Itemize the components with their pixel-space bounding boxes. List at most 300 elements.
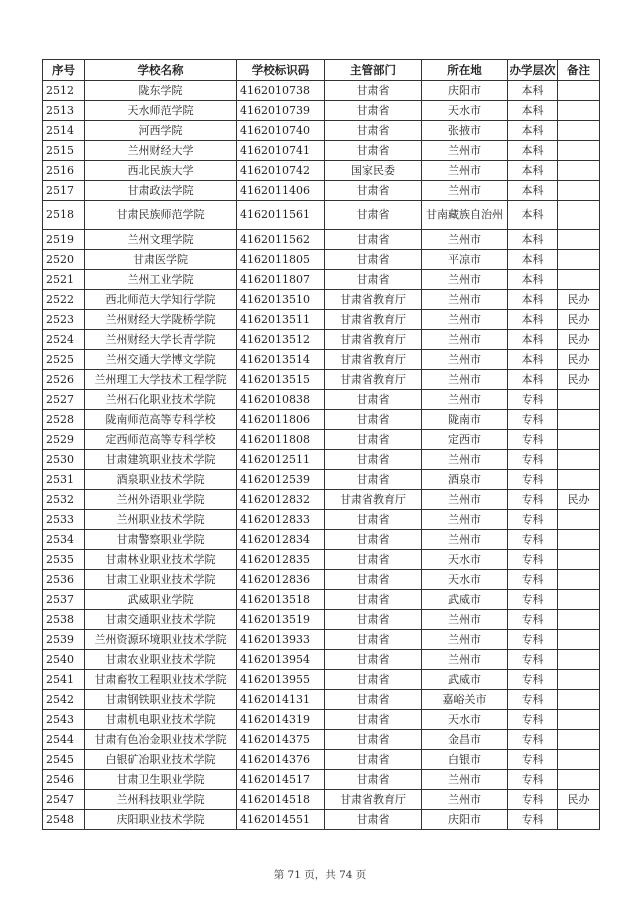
location-cell: 陇南市 bbox=[422, 410, 508, 430]
remark-cell bbox=[558, 161, 600, 181]
location-cell: 金昌市 bbox=[422, 730, 508, 750]
department-cell: 甘肃省 bbox=[325, 410, 422, 430]
row-number-cell: 2519 bbox=[43, 230, 85, 250]
location-cell: 兰州市 bbox=[422, 530, 508, 550]
school-name-cell: 甘肃工业职业技术学院 bbox=[85, 570, 237, 590]
row-number-cell: 2524 bbox=[43, 330, 85, 350]
education-level-cell: 本科 bbox=[508, 230, 558, 250]
table-row bbox=[43, 810, 600, 830]
department-cell: 甘肃省教育厅 bbox=[325, 370, 422, 390]
school-code-cell: 4162014319 bbox=[237, 710, 325, 730]
department-cell: 甘肃省 bbox=[325, 670, 422, 690]
table-row bbox=[43, 290, 600, 310]
education-level-cell: 专科 bbox=[508, 390, 558, 410]
remark-cell bbox=[558, 770, 600, 790]
education-level-cell: 本科 bbox=[508, 141, 558, 161]
education-level-cell: 专科 bbox=[508, 550, 558, 570]
row-number-cell: 2544 bbox=[43, 730, 85, 750]
table-row bbox=[43, 141, 600, 161]
remark-cell bbox=[558, 101, 600, 121]
table-row bbox=[43, 370, 600, 390]
education-level-cell: 本科 bbox=[508, 161, 558, 181]
school-code-cell: 4162013510 bbox=[237, 290, 325, 310]
education-level-cell: 专科 bbox=[508, 710, 558, 730]
department-cell: 甘肃省 bbox=[325, 181, 422, 201]
remark-cell bbox=[558, 141, 600, 161]
row-number-cell: 2536 bbox=[43, 570, 85, 590]
row-number-cell: 2538 bbox=[43, 610, 85, 630]
table-row bbox=[43, 490, 600, 510]
education-level-cell: 专科 bbox=[508, 570, 558, 590]
table-row bbox=[43, 310, 600, 330]
remark-cell bbox=[558, 410, 600, 430]
table-row bbox=[43, 790, 600, 810]
remark-cell bbox=[558, 610, 600, 630]
row-number-cell: 2521 bbox=[43, 270, 85, 290]
location-cell: 兰州市 bbox=[422, 610, 508, 630]
department-cell: 甘肃省教育厅 bbox=[325, 290, 422, 310]
remark-cell bbox=[558, 750, 600, 770]
location-cell: 兰州市 bbox=[422, 310, 508, 330]
education-level-cell: 本科 bbox=[508, 370, 558, 390]
remark-cell bbox=[558, 670, 600, 690]
department-cell: 甘肃省 bbox=[325, 530, 422, 550]
education-level-cell: 本科 bbox=[508, 270, 558, 290]
location-cell: 兰州市 bbox=[422, 630, 508, 650]
department-cell: 甘肃省 bbox=[325, 81, 422, 101]
table-row bbox=[43, 250, 600, 270]
education-level-cell: 专科 bbox=[508, 730, 558, 750]
school-name-cell: 定西师范高等专科学校 bbox=[85, 430, 237, 450]
remark-cell bbox=[558, 550, 600, 570]
education-level-cell: 专科 bbox=[508, 650, 558, 670]
school-code-cell: 4162011561 bbox=[237, 201, 325, 230]
department-cell: 甘肃省 bbox=[325, 810, 422, 830]
school-name-cell: 甘肃机电职业技术学院 bbox=[85, 710, 237, 730]
row-number-cell: 2537 bbox=[43, 590, 85, 610]
school-code-cell: 4162011406 bbox=[237, 181, 325, 201]
education-level-cell: 本科 bbox=[508, 121, 558, 141]
row-number-cell: 2528 bbox=[43, 410, 85, 430]
location-cell: 庆阳市 bbox=[422, 810, 508, 830]
department-cell: 甘肃省教育厅 bbox=[325, 790, 422, 810]
education-level-cell: 专科 bbox=[508, 410, 558, 430]
school-code-cell: 4162011807 bbox=[237, 270, 325, 290]
location-cell: 酒泉市 bbox=[422, 470, 508, 490]
remark-cell bbox=[558, 470, 600, 490]
school-code-cell: 4162012539 bbox=[237, 470, 325, 490]
remark-cell bbox=[558, 690, 600, 710]
department-cell: 甘肃省 bbox=[325, 470, 422, 490]
row-number-cell: 2539 bbox=[43, 630, 85, 650]
row-number-cell: 2545 bbox=[43, 750, 85, 770]
department-cell: 甘肃省 bbox=[325, 550, 422, 570]
column-header: 学校名称 bbox=[85, 60, 237, 81]
school-code-cell: 4162012511 bbox=[237, 450, 325, 470]
remark-cell bbox=[558, 430, 600, 450]
location-cell: 嘉峪关市 bbox=[422, 690, 508, 710]
row-number-cell: 2517 bbox=[43, 181, 85, 201]
remark-cell: 民办 bbox=[558, 490, 600, 510]
row-number-cell: 2515 bbox=[43, 141, 85, 161]
row-number-cell: 2535 bbox=[43, 550, 85, 570]
row-number-cell: 2525 bbox=[43, 350, 85, 370]
school-code-cell: 4162013514 bbox=[237, 350, 325, 370]
remark-cell: 民办 bbox=[558, 790, 600, 810]
school-code-cell: 4162010741 bbox=[237, 141, 325, 161]
remark-cell bbox=[558, 270, 600, 290]
location-cell: 甘南藏族自治州 bbox=[422, 201, 508, 230]
location-cell: 定西市 bbox=[422, 430, 508, 450]
school-name-cell: 兰州交通大学博文学院 bbox=[85, 350, 237, 370]
row-number-cell: 2532 bbox=[43, 490, 85, 510]
school-name-cell: 兰州理工大学技术工程学院 bbox=[85, 370, 237, 390]
school-name-cell: 陇东学院 bbox=[85, 81, 237, 101]
remark-cell bbox=[558, 81, 600, 101]
school-name-cell: 白银矿冶职业技术学院 bbox=[85, 750, 237, 770]
department-cell: 甘肃省 bbox=[325, 710, 422, 730]
department-cell: 国家民委 bbox=[325, 161, 422, 181]
location-cell: 天水市 bbox=[422, 550, 508, 570]
table-row bbox=[43, 450, 600, 470]
table-row bbox=[43, 590, 600, 610]
education-level-cell: 专科 bbox=[508, 490, 558, 510]
page-footer: 第 71 页，共 74 页 bbox=[273, 869, 367, 881]
school-name-cell: 兰州科技职业学院 bbox=[85, 790, 237, 810]
school-code-cell: 4162013519 bbox=[237, 610, 325, 630]
school-name-cell: 甘肃畜牧工程职业技术学院 bbox=[85, 670, 237, 690]
education-level-cell: 本科 bbox=[508, 250, 558, 270]
location-cell: 兰州市 bbox=[422, 141, 508, 161]
school-name-cell: 武威职业学院 bbox=[85, 590, 237, 610]
school-name-cell: 兰州财经大学陇桥学院 bbox=[85, 310, 237, 330]
education-level-cell: 专科 bbox=[508, 530, 558, 550]
row-number-cell: 2527 bbox=[43, 390, 85, 410]
department-cell: 甘肃省 bbox=[325, 121, 422, 141]
department-cell: 甘肃省 bbox=[325, 141, 422, 161]
row-number-cell: 2520 bbox=[43, 250, 85, 270]
table-row bbox=[43, 690, 600, 710]
education-level-cell: 本科 bbox=[508, 201, 558, 230]
row-number-cell: 2516 bbox=[43, 161, 85, 181]
school-name-cell: 兰州石化职业技术学院 bbox=[85, 390, 237, 410]
table-row bbox=[43, 430, 600, 450]
school-name-cell: 兰州文理学院 bbox=[85, 230, 237, 250]
department-cell: 甘肃省 bbox=[325, 690, 422, 710]
location-cell: 兰州市 bbox=[422, 790, 508, 810]
table-row bbox=[43, 710, 600, 730]
department-cell: 甘肃省 bbox=[325, 610, 422, 630]
school-name-cell: 兰州财经大学 bbox=[85, 141, 237, 161]
remark-cell bbox=[558, 810, 600, 830]
school-name-cell: 甘肃钢铁职业技术学院 bbox=[85, 690, 237, 710]
school-name-cell: 河西学院 bbox=[85, 121, 237, 141]
education-level-cell: 专科 bbox=[508, 610, 558, 630]
education-level-cell: 专科 bbox=[508, 590, 558, 610]
education-level-cell: 本科 bbox=[508, 181, 558, 201]
row-number-cell: 2534 bbox=[43, 530, 85, 550]
school-code-cell: 4162013515 bbox=[237, 370, 325, 390]
location-cell: 张掖市 bbox=[422, 121, 508, 141]
remark-cell bbox=[558, 530, 600, 550]
school-name-cell: 甘肃卫生职业学院 bbox=[85, 770, 237, 790]
location-cell: 天水市 bbox=[422, 710, 508, 730]
school-code-cell: 4162013512 bbox=[237, 330, 325, 350]
department-cell: 甘肃省 bbox=[325, 390, 422, 410]
row-number-cell: 2530 bbox=[43, 450, 85, 470]
remark-cell: 民办 bbox=[558, 290, 600, 310]
education-level-cell: 专科 bbox=[508, 690, 558, 710]
row-number-cell: 2531 bbox=[43, 470, 85, 490]
school-code-cell: 4162012836 bbox=[237, 570, 325, 590]
department-cell: 甘肃省 bbox=[325, 650, 422, 670]
department-cell: 甘肃省 bbox=[325, 770, 422, 790]
remark-cell bbox=[558, 510, 600, 530]
school-name-cell: 甘肃建筑职业技术学院 bbox=[85, 450, 237, 470]
department-cell: 甘肃省 bbox=[325, 590, 422, 610]
school-code-cell: 4162011805 bbox=[237, 250, 325, 270]
row-number-cell: 2547 bbox=[43, 790, 85, 810]
department-cell: 甘肃省 bbox=[325, 101, 422, 121]
department-cell: 甘肃省教育厅 bbox=[325, 330, 422, 350]
column-header: 主管部门 bbox=[325, 60, 422, 81]
location-cell: 庆阳市 bbox=[422, 81, 508, 101]
school-name-cell: 兰州职业技术学院 bbox=[85, 510, 237, 530]
department-cell: 甘肃省 bbox=[325, 250, 422, 270]
school-code-cell: 4162014518 bbox=[237, 790, 325, 810]
school-code-cell: 4162013955 bbox=[237, 670, 325, 690]
education-level-cell: 专科 bbox=[508, 430, 558, 450]
school-code-cell: 4162013511 bbox=[237, 310, 325, 330]
school-code-cell: 4162012834 bbox=[237, 530, 325, 550]
row-number-cell: 2542 bbox=[43, 690, 85, 710]
table-row bbox=[43, 510, 600, 530]
location-cell: 兰州市 bbox=[422, 650, 508, 670]
department-cell: 甘肃省 bbox=[325, 510, 422, 530]
education-level-cell: 本科 bbox=[508, 350, 558, 370]
location-cell: 平凉市 bbox=[422, 250, 508, 270]
column-header: 备注 bbox=[558, 60, 600, 81]
school-name-cell: 庆阳职业技术学院 bbox=[85, 810, 237, 830]
school-code-cell: 4162011808 bbox=[237, 430, 325, 450]
education-level-cell: 本科 bbox=[508, 101, 558, 121]
table-row bbox=[43, 270, 600, 290]
table-row bbox=[43, 770, 600, 790]
column-header: 序号 bbox=[43, 60, 85, 81]
school-name-cell: 甘肃政法学院 bbox=[85, 181, 237, 201]
school-name-cell: 甘肃民族师范学院 bbox=[85, 201, 237, 230]
school-name-cell: 兰州财经大学长青学院 bbox=[85, 330, 237, 350]
school-name-cell: 兰州资源环境职业技术学院 bbox=[85, 630, 237, 650]
table-row bbox=[43, 121, 600, 141]
location-cell: 兰州市 bbox=[422, 230, 508, 250]
location-cell: 兰州市 bbox=[422, 270, 508, 290]
remark-cell bbox=[558, 250, 600, 270]
education-level-cell: 本科 bbox=[508, 310, 558, 330]
school-name-cell: 甘肃医学院 bbox=[85, 250, 237, 270]
table-row bbox=[43, 330, 600, 350]
remark-cell bbox=[558, 570, 600, 590]
remark-cell bbox=[558, 710, 600, 730]
table-row bbox=[43, 470, 600, 490]
school-code-cell: 4162011562 bbox=[237, 230, 325, 250]
remark-cell: 民办 bbox=[558, 330, 600, 350]
school-code-cell: 4162010739 bbox=[237, 101, 325, 121]
row-number-cell: 2512 bbox=[43, 81, 85, 101]
row-number-cell: 2529 bbox=[43, 430, 85, 450]
education-level-cell: 专科 bbox=[508, 790, 558, 810]
table-row bbox=[43, 101, 600, 121]
location-cell: 兰州市 bbox=[422, 510, 508, 530]
school-code-cell: 4162014551 bbox=[237, 810, 325, 830]
row-number-cell: 2518 bbox=[43, 201, 85, 230]
remark-cell bbox=[558, 650, 600, 670]
department-cell: 甘肃省 bbox=[325, 730, 422, 750]
school-name-cell: 兰州工业学院 bbox=[85, 270, 237, 290]
school-code-cell: 4162013518 bbox=[237, 590, 325, 610]
location-cell: 天水市 bbox=[422, 101, 508, 121]
remark-cell bbox=[558, 230, 600, 250]
remark-cell: 民办 bbox=[558, 370, 600, 390]
table-body bbox=[43, 81, 600, 830]
education-level-cell: 专科 bbox=[508, 470, 558, 490]
table-row bbox=[43, 630, 600, 650]
row-number-cell: 2541 bbox=[43, 670, 85, 690]
table-row bbox=[43, 81, 600, 101]
school-name-cell: 西北民族大学 bbox=[85, 161, 237, 181]
school-code-cell: 4162011806 bbox=[237, 410, 325, 430]
location-cell: 兰州市 bbox=[422, 290, 508, 310]
table-row bbox=[43, 181, 600, 201]
school-code-cell: 4162012835 bbox=[237, 550, 325, 570]
row-number-cell: 2546 bbox=[43, 770, 85, 790]
table-row bbox=[43, 161, 600, 181]
department-cell: 甘肃省 bbox=[325, 750, 422, 770]
school-name-cell: 甘肃林业职业技术学院 bbox=[85, 550, 237, 570]
remark-cell bbox=[558, 590, 600, 610]
remark-cell: 民办 bbox=[558, 310, 600, 330]
school-code-cell: 4162014517 bbox=[237, 770, 325, 790]
school-code-cell: 4162010838 bbox=[237, 390, 325, 410]
school-code-cell: 4162012832 bbox=[237, 490, 325, 510]
school-code-cell: 4162013933 bbox=[237, 630, 325, 650]
table-row bbox=[43, 530, 600, 550]
school-name-cell: 甘肃农业职业技术学院 bbox=[85, 650, 237, 670]
column-header: 所在地 bbox=[422, 60, 508, 81]
table-row bbox=[43, 570, 600, 590]
table-row bbox=[43, 550, 600, 570]
table-row bbox=[43, 650, 600, 670]
row-number-cell: 2522 bbox=[43, 290, 85, 310]
department-cell: 甘肃省 bbox=[325, 270, 422, 290]
department-cell: 甘肃省 bbox=[325, 570, 422, 590]
row-number-cell: 2548 bbox=[43, 810, 85, 830]
remark-cell bbox=[558, 121, 600, 141]
table-row bbox=[43, 350, 600, 370]
column-header: 学校标识码 bbox=[237, 60, 325, 81]
education-level-cell: 专科 bbox=[508, 670, 558, 690]
location-cell: 武威市 bbox=[422, 670, 508, 690]
row-number-cell: 2514 bbox=[43, 121, 85, 141]
table-row bbox=[43, 610, 600, 630]
table-row bbox=[43, 670, 600, 690]
education-level-cell: 专科 bbox=[508, 510, 558, 530]
location-cell: 兰州市 bbox=[422, 770, 508, 790]
location-cell: 天水市 bbox=[422, 570, 508, 590]
row-number-cell: 2523 bbox=[43, 310, 85, 330]
department-cell: 甘肃省教育厅 bbox=[325, 350, 422, 370]
location-cell: 白银市 bbox=[422, 750, 508, 770]
location-cell: 兰州市 bbox=[422, 450, 508, 470]
row-number-cell: 2540 bbox=[43, 650, 85, 670]
school-name-cell: 酒泉职业技术学院 bbox=[85, 470, 237, 490]
remark-cell bbox=[558, 201, 600, 230]
school-code-cell: 4162010738 bbox=[237, 81, 325, 101]
table-row bbox=[43, 201, 600, 230]
department-cell: 甘肃省教育厅 bbox=[325, 310, 422, 330]
location-cell: 兰州市 bbox=[422, 390, 508, 410]
row-number-cell: 2526 bbox=[43, 370, 85, 390]
table-header-row bbox=[43, 60, 600, 81]
column-header: 办学层次 bbox=[508, 60, 558, 81]
school-code-cell: 4162013954 bbox=[237, 650, 325, 670]
education-level-cell: 专科 bbox=[508, 770, 558, 790]
row-number-cell: 2533 bbox=[43, 510, 85, 530]
location-cell: 兰州市 bbox=[422, 181, 508, 201]
table-row bbox=[43, 390, 600, 410]
remark-cell: 民办 bbox=[558, 350, 600, 370]
school-name-cell: 甘肃交通职业技术学院 bbox=[85, 610, 237, 630]
department-cell: 甘肃省 bbox=[325, 201, 422, 230]
school-name-cell: 甘肃警察职业学院 bbox=[85, 530, 237, 550]
school-code-cell: 4162014375 bbox=[237, 730, 325, 750]
remark-cell bbox=[558, 390, 600, 410]
education-level-cell: 专科 bbox=[508, 450, 558, 470]
education-level-cell: 本科 bbox=[508, 290, 558, 310]
department-cell: 甘肃省 bbox=[325, 430, 422, 450]
education-level-cell: 专科 bbox=[508, 750, 558, 770]
school-name-cell: 西北师范大学知行学院 bbox=[85, 290, 237, 310]
education-level-cell: 专科 bbox=[508, 810, 558, 830]
department-cell: 甘肃省 bbox=[325, 450, 422, 470]
location-cell: 兰州市 bbox=[422, 370, 508, 390]
department-cell: 甘肃省教育厅 bbox=[325, 490, 422, 510]
table-row bbox=[43, 230, 600, 250]
table-row bbox=[43, 750, 600, 770]
department-cell: 甘肃省 bbox=[325, 230, 422, 250]
location-cell: 武威市 bbox=[422, 590, 508, 610]
school-list-table bbox=[42, 59, 600, 830]
education-level-cell: 专科 bbox=[508, 630, 558, 650]
school-code-cell: 4162014376 bbox=[237, 750, 325, 770]
school-code-cell: 4162014131 bbox=[237, 690, 325, 710]
education-level-cell: 本科 bbox=[508, 81, 558, 101]
location-cell: 兰州市 bbox=[422, 161, 508, 181]
school-code-cell: 4162010742 bbox=[237, 161, 325, 181]
school-name-cell: 陇南师范高等专科学校 bbox=[85, 410, 237, 430]
row-number-cell: 2543 bbox=[43, 710, 85, 730]
school-name-cell: 兰州外语职业学院 bbox=[85, 490, 237, 510]
location-cell: 兰州市 bbox=[422, 490, 508, 510]
remark-cell bbox=[558, 630, 600, 650]
table-row bbox=[43, 410, 600, 430]
row-number-cell: 2513 bbox=[43, 101, 85, 121]
school-name-cell: 天水师范学院 bbox=[85, 101, 237, 121]
location-cell: 兰州市 bbox=[422, 330, 508, 350]
remark-cell bbox=[558, 450, 600, 470]
department-cell: 甘肃省 bbox=[325, 630, 422, 650]
location-cell: 兰州市 bbox=[422, 350, 508, 370]
